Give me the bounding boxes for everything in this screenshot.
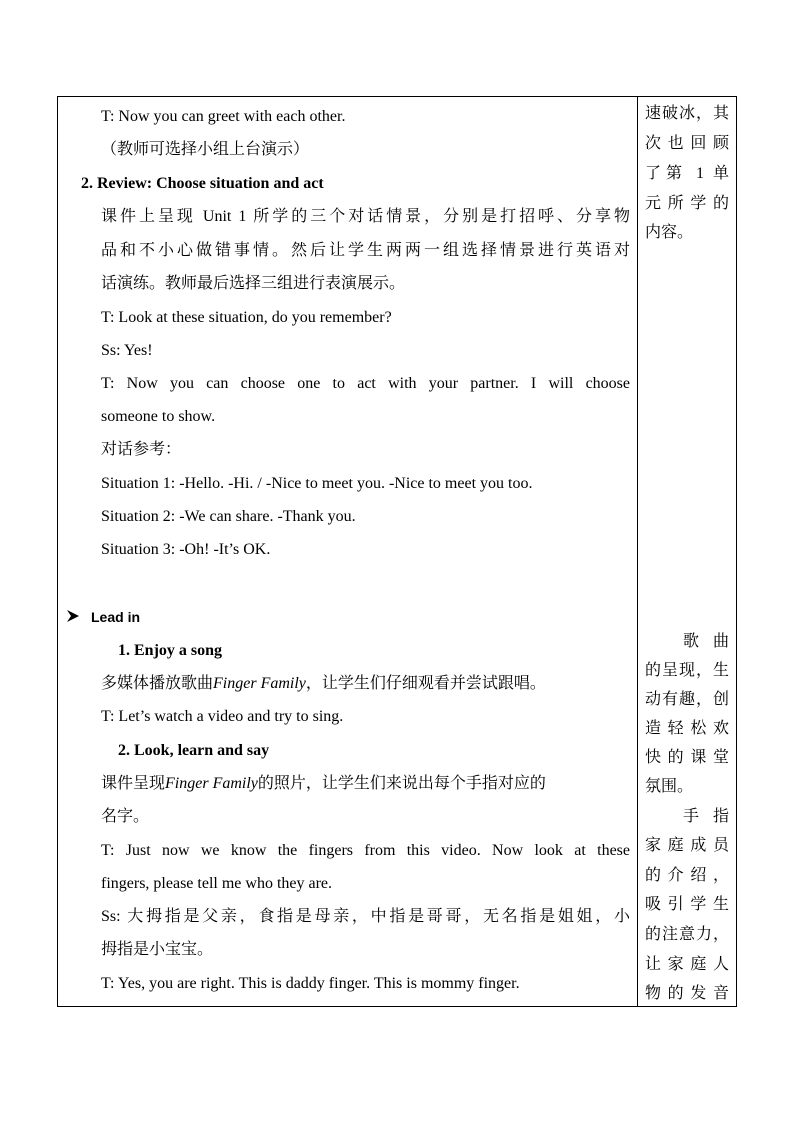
note-line-5: 内容。 — [645, 224, 694, 241]
review-desc-line-2: 品和不小心做错事情。然后让学生两两一组选择情景进行英语对 — [101, 242, 630, 259]
look-desc-line-1: 课件呈现Finger Family的照片，让学生们来说出每个手指对应的 — [101, 775, 546, 792]
note-line-1: 速破冰，其 — [645, 105, 729, 122]
note-line-15: 吸引学生 — [645, 896, 729, 913]
column-divider — [637, 97, 638, 1006]
note-line-8: 动有趣，创 — [645, 691, 729, 708]
ss-answer-line-2: 拇指是小宝宝。 — [101, 941, 214, 958]
t-look-line: T: Look at these situation, do you remember? — [101, 309, 392, 326]
t-just-line-2: fingers, please tell me who they are. — [101, 875, 333, 892]
lead-in-heading: Lead in — [91, 609, 141, 625]
note-line-2: 次也回顾 — [645, 135, 729, 152]
dialogue-reference-label: 对话参考： — [101, 441, 182, 458]
situation-3-line: Situation 3: -Oh! -It’s OK. — [101, 541, 271, 558]
note-line-6: 歌曲 — [683, 633, 729, 650]
song-title: Finger Family — [213, 675, 306, 692]
review-heading: 2. Review: Choose situation and act — [81, 175, 324, 192]
note-line-7: 的呈现，生 — [645, 662, 729, 679]
note-line-18: 物的发音 — [645, 985, 729, 1002]
t-watch-line: T: Let’s watch a video and try to sing. — [101, 708, 344, 725]
look-learn-heading: 2. Look, learn and say — [118, 742, 270, 759]
enjoy-song-desc: 多媒体播放歌曲Finger Family，让学生们仔细观看并尝试跟唱。 — [101, 675, 546, 692]
note-line-16: 的注意力， — [645, 926, 729, 943]
t-just-line-1: T: Just now we know the fingers from this video. Now look at these — [101, 842, 630, 859]
note-line-14: 的介绍， — [645, 867, 729, 884]
situation-2-line: Situation 2: -We can share. -Thank you. — [101, 508, 356, 525]
note-line-10: 快的课堂 — [645, 749, 729, 766]
note-line-13: 家庭成员 — [645, 837, 729, 854]
review-desc-line-3: 话演练。教师最后选择三组进行表演展示。 — [101, 275, 406, 292]
review-desc-line-1: 课件上呈现 Unit 1 所学的三个对话情景，分别是打招呼、分享物 — [101, 208, 630, 225]
t-choose-line-2: someone to show. — [101, 408, 216, 425]
enjoy-song-heading: 1. Enjoy a song — [118, 642, 223, 659]
note-line-3: 了第 1 单 — [645, 165, 729, 182]
note-line-17: 让家庭人 — [645, 956, 729, 973]
ss-yes-line: Ss: Yes! — [101, 342, 153, 359]
note-line-12: 手指 — [683, 808, 729, 825]
ss-answer-line-1: Ss: 大拇指是父亲，食指是母亲，中指是哥哥，无名指是姐姐，小 — [101, 908, 630, 925]
teacher-choose-note: （教师可选择小组上台演示） — [101, 141, 310, 158]
note-line-11: 氛围。 — [645, 778, 694, 795]
note-line-9: 造轻松欢 — [645, 720, 729, 737]
greet-line: T: Now you can greet with each other. — [101, 108, 346, 125]
situation-1-line: Situation 1: -Hello. -Hi. / -Nice to meet you. -Nice to meet you too. — [101, 475, 533, 492]
song-title-ref: Finger Family — [165, 775, 258, 792]
t-choose-line-1: T: Now you can choose one to act with your partner. I will choose — [101, 375, 630, 392]
arrow-bullet-icon — [66, 609, 80, 623]
t-yes-line: T: Yes, you are right. This is daddy finger. This is mommy finger. — [101, 975, 520, 992]
look-desc-line-2: 名字。 — [101, 808, 150, 825]
note-line-4: 元所学的 — [645, 195, 729, 212]
